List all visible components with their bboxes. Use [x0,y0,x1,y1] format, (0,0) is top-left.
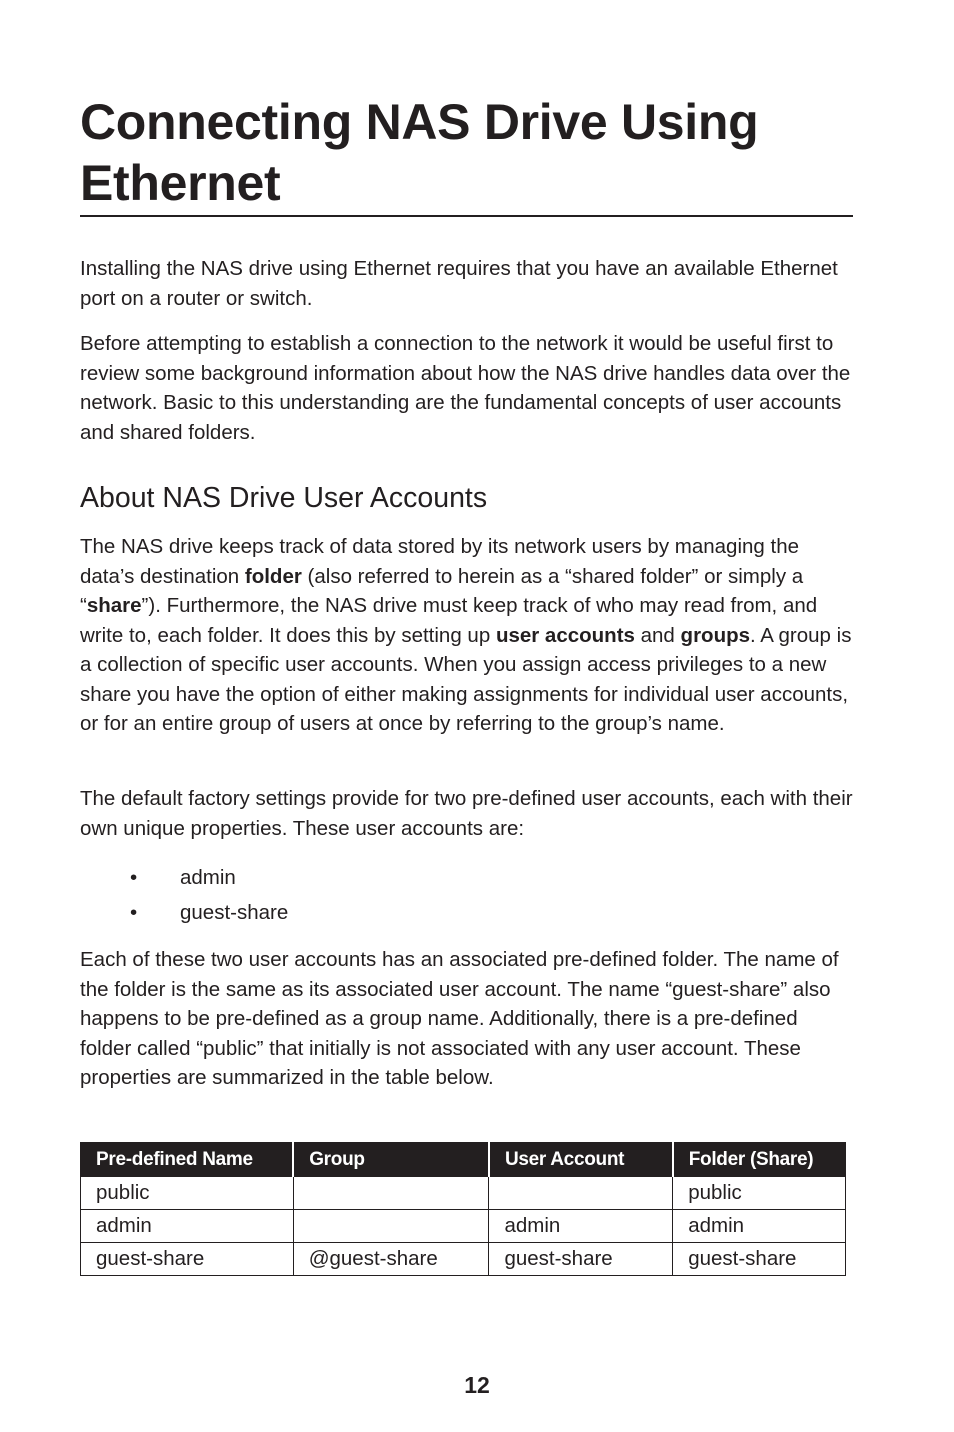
column-header: Pre-defined Name [81,1143,294,1177]
intro-paragraph-1: Installing the NAS drive using Ethernet requires that you have an available Ethernet port on a router or switch. [80,257,838,310]
intro-paragraph-2: Before attempting to establish a connection to the network it would be useful first to review some background information about how the NAS drive handles data over the network. Basic to this understanding are the fundamental concepts of user accounts and shared folders. [80,332,851,444]
folders-paragraph: Each of these two user accounts has an associated pre-defined folder. The name of the folder is the same as its associated user account. The name “guest-share” also happens to be pre-defined as a group name. Additionally, there is a pre-defined folder called “public” that initially is not associated with any user account. These properties are summarized in the table below. [80,948,839,1089]
user-account-list [80,863,480,933]
table-cell [489,1177,673,1210]
table-cell: public [81,1177,294,1210]
table-cell [293,1177,489,1210]
term-folder: folder [244,564,302,588]
title-rule [80,215,853,217]
column-header: Folder (Share) [673,1143,846,1177]
bullet: • [130,901,138,924]
section-heading: About NAS Drive User Accounts [80,482,488,514]
default-settings-paragraph: The default factory settings provide for two pre-defined user accounts, each with their own unique properties. These user accounts are: [80,787,853,840]
predefined-accounts-table [80,1142,846,1276]
table-cell: guest-share [81,1243,294,1276]
table-header-row [81,1143,846,1177]
table-row [81,1243,846,1276]
term-groups: groups [680,623,751,647]
table-cell: guest-share [489,1243,673,1276]
table-row [81,1210,846,1243]
page-number: 12 [464,1372,490,1398]
table-cell [293,1210,489,1243]
column-header: User Account [489,1143,673,1177]
table-cell: guest-share [673,1243,846,1276]
table-cell: admin [81,1210,294,1243]
table-cell: admin [673,1210,846,1243]
bullet: • [130,866,138,889]
list-item [80,863,480,898]
list-item [80,898,480,933]
table-row [81,1177,846,1210]
list-item-text: guest-share [180,901,289,924]
table-cell: @guest-share [293,1243,489,1276]
column-header: Group [293,1143,489,1177]
page-title: Connecting NAS Drive Using Ethernet [80,94,759,211]
user-accounts-paragraph: The NAS drive keeps track of data stored by its network users by managing the data’s destination folder (also referred to herein as a “shared folder” or simply a “share”). Furthermore, the NAS drive must keep track of who may read from, and write to, each folder. It does this by setting up user accounts and groups. A group is a collection of specific user accounts. When you assign access privileges to a new share you have the option of either making assignments for individual user accounts, or for an entire group of users at once by referring to the group’s name. [80,535,852,735]
list-item-text: admin [180,866,236,889]
table-cell: admin [489,1210,673,1243]
term-user-accounts: user accounts [495,623,635,647]
term-share: share [86,594,142,617]
table-cell: public [673,1177,846,1210]
